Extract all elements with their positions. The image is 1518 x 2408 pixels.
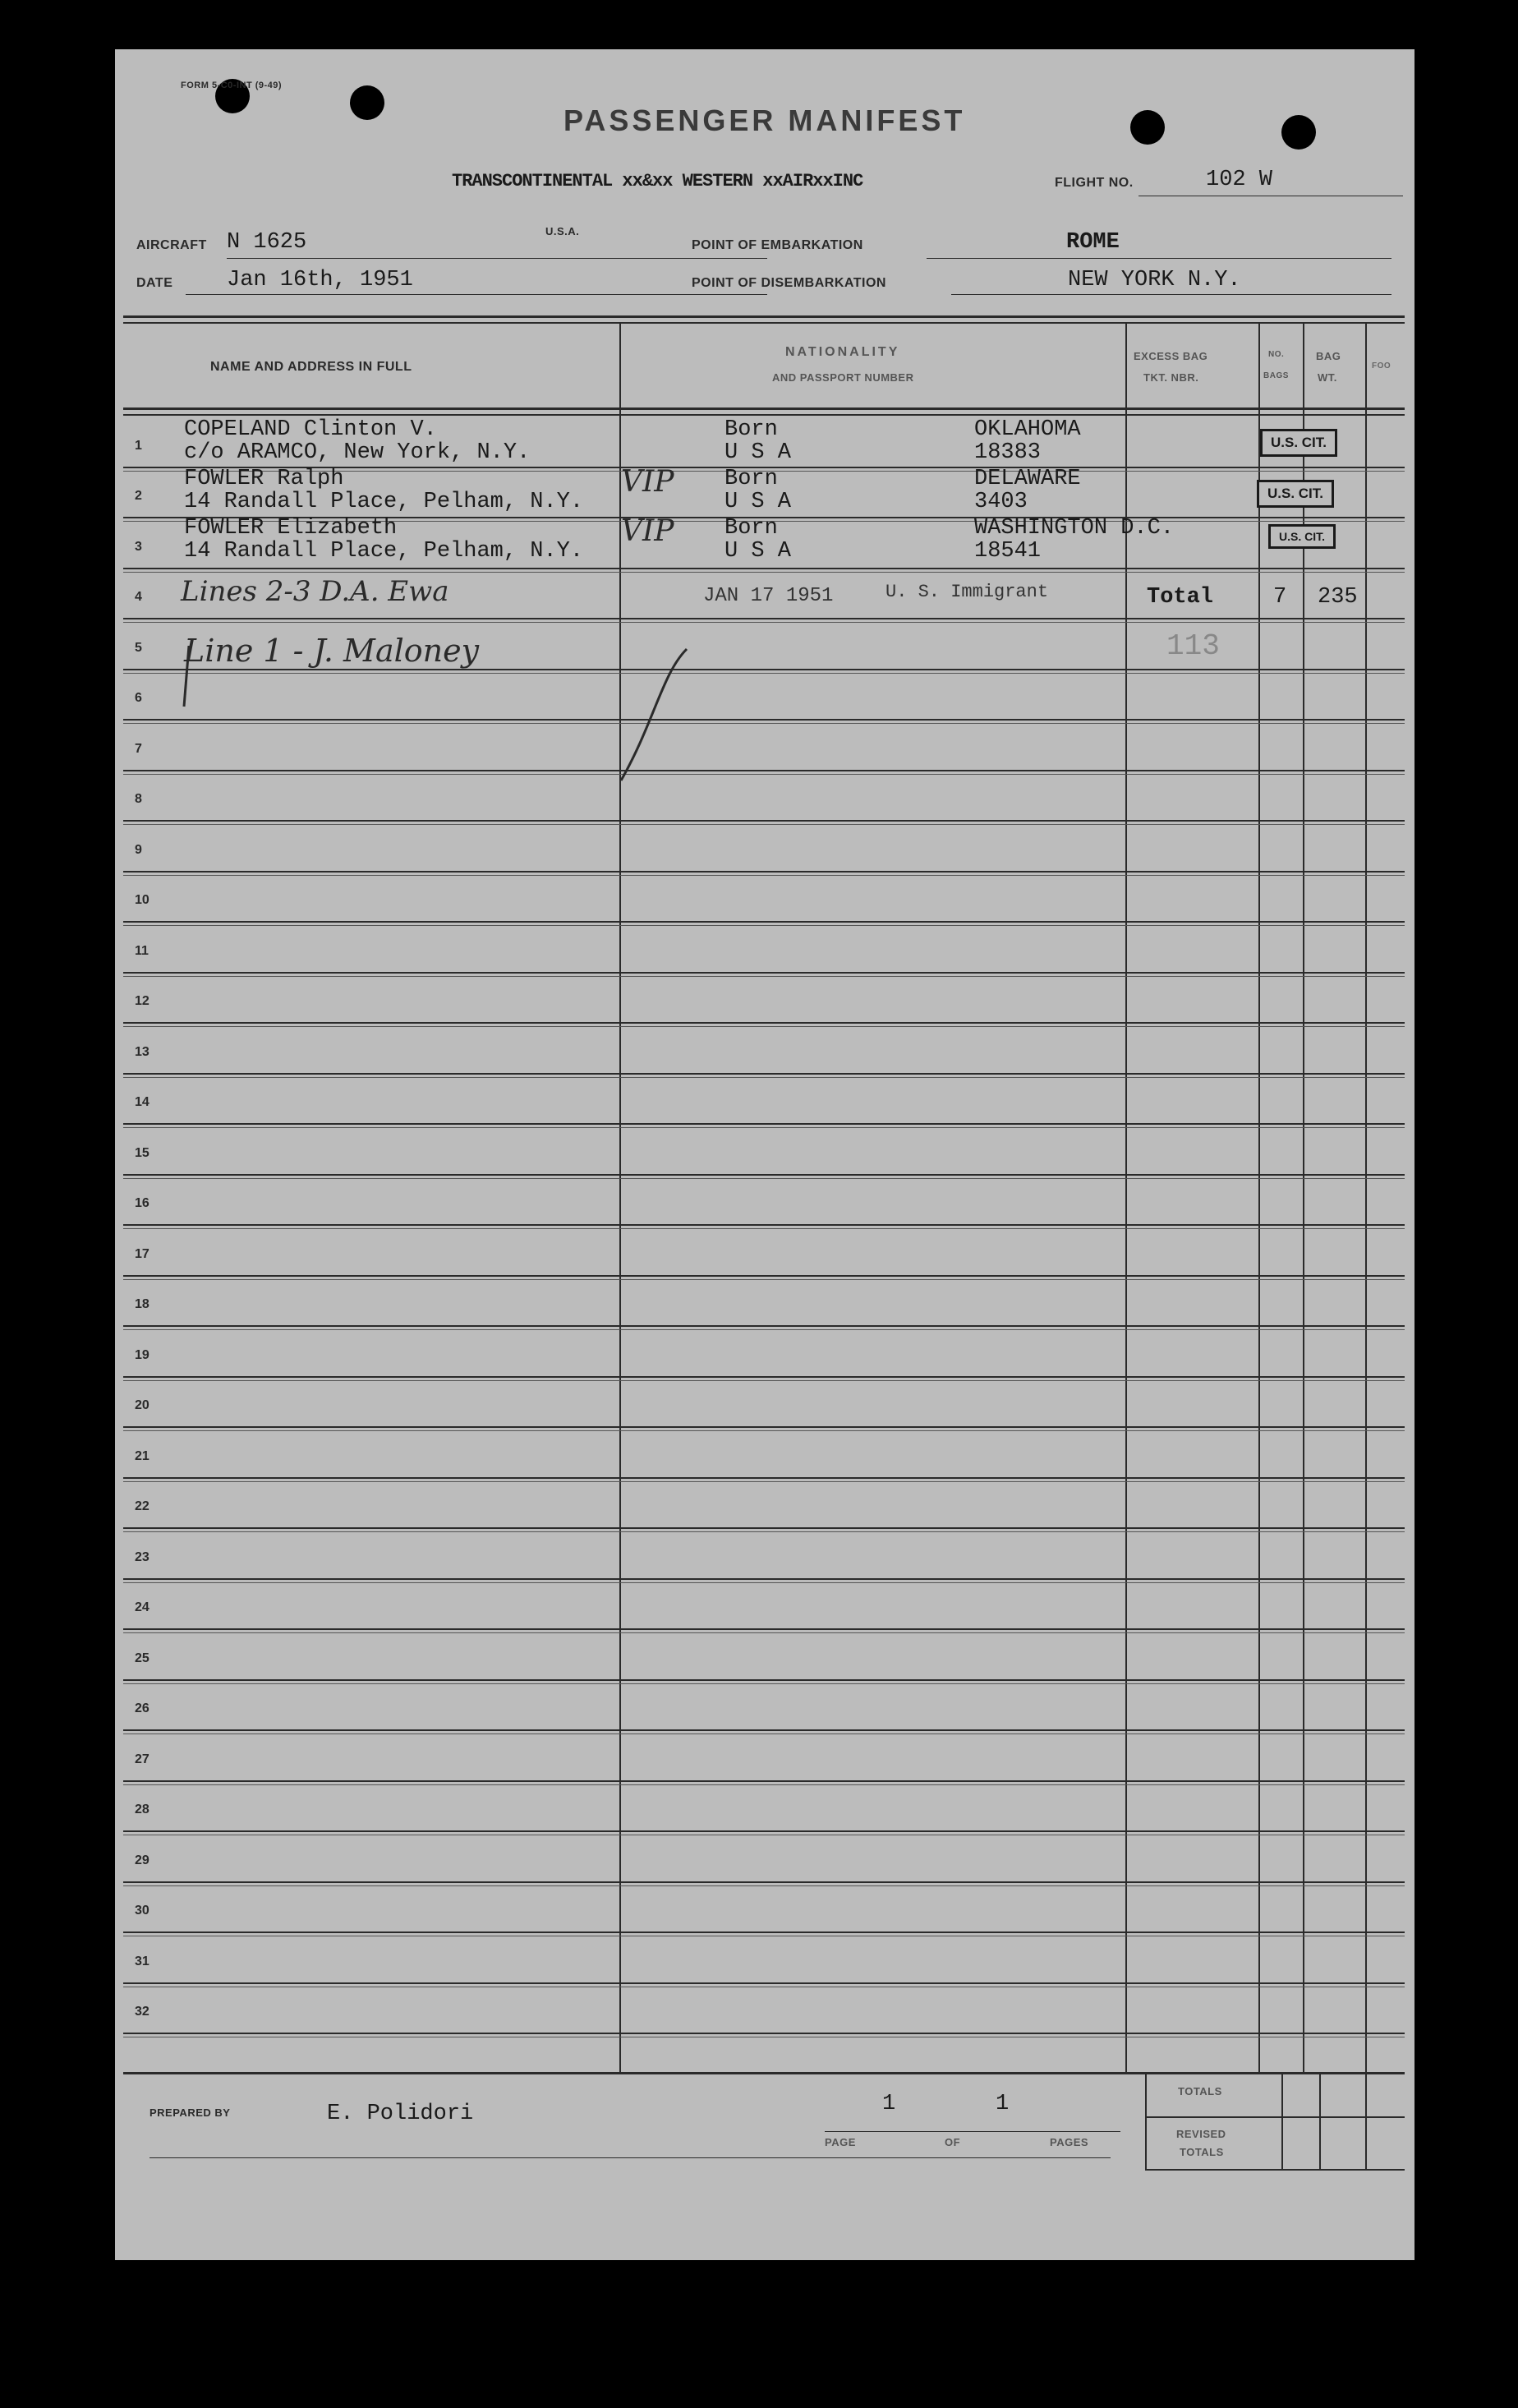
- header-bags-no: NO.: [1268, 350, 1285, 359]
- passenger-3-nat2: U S A: [724, 539, 792, 564]
- revised-label: REVISED: [1176, 2128, 1226, 2140]
- table-row-rule: [123, 1127, 1405, 1128]
- passenger-3-name: FOWLER Elizabeth: [184, 516, 398, 541]
- row-number: 16: [135, 1196, 150, 1210]
- row-number: 17: [135, 1247, 150, 1261]
- flight-no-value: 102 W: [1206, 168, 1273, 192]
- us-citizen-stamp: U.S. CIT.: [1260, 429, 1337, 457]
- table-row: [123, 1123, 1405, 1125]
- row-number: 25: [135, 1651, 150, 1665]
- table-row-rule: [123, 1077, 1405, 1078]
- total-label: Total: [1147, 585, 1214, 610]
- table-row: [123, 1073, 1405, 1075]
- header-excess-tkt: TKT. NBR.: [1143, 371, 1199, 384]
- table-row-rule: [123, 1683, 1405, 1684]
- table-row-rule: [123, 1380, 1405, 1381]
- manifest-sheet: [115, 49, 1414, 2260]
- table-row: [123, 1275, 1405, 1277]
- table-row: [123, 1881, 1405, 1883]
- row-number: 23: [135, 1550, 150, 1564]
- prepared-by-value: E. Polidori: [327, 2102, 474, 2126]
- table-row-rule: [123, 572, 1405, 573]
- passenger-1-state: OKLAHOMA: [974, 417, 1081, 442]
- passenger-2-nat: Born: [724, 467, 778, 491]
- us-citizen-stamp: U.S. CIT.: [1268, 524, 1336, 549]
- immigration-date-stamp: JAN 17 1951: [703, 585, 834, 607]
- punch-hole-icon: [1130, 110, 1165, 145]
- passenger-1-name: COPELAND Clinton V.: [184, 417, 437, 442]
- header-bags: BAGS: [1263, 371, 1289, 380]
- table-row-rule: [123, 824, 1405, 825]
- row-number: 15: [135, 1146, 150, 1160]
- table-row: [123, 1477, 1405, 1479]
- row-number: 30: [135, 1904, 150, 1918]
- passenger-2-address: 14 Randall Place, Pelham, N.Y.: [184, 490, 584, 514]
- table-row: [123, 1022, 1405, 1024]
- header-last: FOO: [1372, 361, 1392, 371]
- passenger-2-nat2: U S A: [724, 490, 792, 514]
- table-row: [123, 1527, 1405, 1529]
- table-row-rule: [123, 1329, 1405, 1330]
- vip-mark: VIP: [621, 465, 674, 499]
- table-row-rule: [123, 1784, 1405, 1785]
- table-header-rule: [123, 407, 1405, 410]
- header-excess-bag: EXCESS BAG: [1134, 350, 1208, 362]
- table-row: [123, 1780, 1405, 1782]
- airline-name: TRANSCONTINENTAL xx&xx WESTERN xxAIRxxINC: [452, 171, 863, 191]
- row-number: 28: [135, 1803, 150, 1816]
- table-row-rule: [123, 1582, 1405, 1583]
- passenger-2-name: FOWLER Ralph: [184, 467, 344, 491]
- page-of: 1: [996, 2092, 1010, 2116]
- row-number: 11: [135, 944, 149, 958]
- row-number: 32: [135, 2005, 150, 2019]
- table-row-rule: [123, 622, 1405, 623]
- table-row-rule: [123, 1885, 1405, 1886]
- totals-label: TOTALS: [1178, 2085, 1222, 2097]
- passenger-2-passport: 3403: [974, 490, 1028, 514]
- table-row: [123, 1830, 1405, 1832]
- header-name: NAME AND ADDRESS IN FULL: [210, 360, 412, 374]
- table-row: [123, 1931, 1405, 1933]
- row-number: 1: [135, 439, 142, 453]
- weight-total: 235: [1318, 585, 1358, 610]
- table-row: [123, 1679, 1405, 1681]
- passenger-3-nat: Born: [724, 516, 778, 541]
- row-number: 10: [135, 893, 150, 907]
- page-label: PAGE: [825, 2136, 856, 2148]
- passenger-2-state: DELAWARE: [974, 467, 1081, 491]
- aircraft-country: U.S.A.: [545, 225, 580, 237]
- passenger-1-nat: Born: [724, 417, 778, 442]
- header-wt: WT.: [1318, 371, 1337, 384]
- pages-label: PAGES: [1050, 2136, 1089, 2148]
- table-row: [123, 1426, 1405, 1428]
- table-row: [123, 1376, 1405, 1378]
- signature-flourish-icon: [605, 624, 703, 789]
- row-number: 12: [135, 994, 150, 1008]
- prepared-by-label: PREPARED BY: [150, 2106, 231, 2119]
- embark-label: POINT OF EMBARKATION: [692, 238, 863, 252]
- aircraft-label: AIRCRAFT: [136, 238, 207, 252]
- table-row: [123, 1729, 1405, 1731]
- table-row: [123, 871, 1405, 872]
- passenger-3-passport: 18541: [974, 539, 1042, 564]
- row-number: 4: [135, 590, 142, 604]
- flight-no-label: FLIGHT NO.: [1055, 176, 1134, 190]
- row-number: 13: [135, 1045, 150, 1059]
- table-row-rule: [123, 1430, 1405, 1431]
- table-row: [123, 1628, 1405, 1630]
- excess-number: 113: [1166, 629, 1220, 663]
- passenger-1-nat2: U S A: [724, 440, 792, 465]
- us-citizen-stamp: U.S. CIT.: [1257, 480, 1334, 508]
- table-row: [123, 770, 1405, 771]
- table-row-rule: [123, 1481, 1405, 1482]
- of-label: OF: [945, 2136, 961, 2148]
- row-number: 21: [135, 1449, 150, 1463]
- table-row: [123, 618, 1405, 619]
- table-row: [123, 669, 1405, 670]
- row-number: 3: [135, 540, 142, 554]
- table-row: [123, 921, 1405, 923]
- handwritten-line-note: Line 1 - J. Maloney: [184, 633, 480, 669]
- immigrant-stamp: U. S. Immigrant: [886, 582, 1049, 602]
- table-row-rule: [123, 1279, 1405, 1280]
- date-label: DATE: [136, 276, 173, 290]
- table-row: [123, 1325, 1405, 1327]
- table-top-rule: [123, 315, 1405, 318]
- table-row-rule: [123, 723, 1405, 724]
- row-number: 26: [135, 1701, 150, 1715]
- table-row-rule: [123, 1632, 1405, 1633]
- table-row: [123, 2033, 1405, 2034]
- handwritten-lines-note: Lines 2-3 D.A. Ewa: [181, 575, 449, 608]
- row-number: 9: [135, 843, 142, 857]
- header-passport: AND PASSPORT NUMBER: [772, 371, 914, 384]
- table-row-rule: [123, 673, 1405, 674]
- page-number: 1: [882, 2092, 896, 2116]
- bags-total: 7: [1273, 585, 1287, 610]
- table-row-rule: [123, 1228, 1405, 1229]
- revised-totals-label: TOTALS: [1180, 2146, 1224, 2158]
- passenger-1-address: c/o ARAMCO, New York, N.Y.: [184, 440, 531, 465]
- row-number: 19: [135, 1348, 150, 1362]
- table-row-rule: [123, 1733, 1405, 1734]
- disembark-label: POINT OF DISEMBARKATION: [692, 276, 886, 290]
- aircraft-value: N 1625: [227, 230, 307, 255]
- row-number: 18: [135, 1297, 150, 1311]
- row-number: 5: [135, 641, 142, 655]
- embark-value: ROME: [1066, 230, 1120, 255]
- table-row: [123, 1982, 1405, 1984]
- bracket-line-icon: [181, 646, 214, 711]
- table-row-rule: [123, 1531, 1405, 1532]
- row-number: 2: [135, 489, 142, 503]
- passenger-1-passport: 18383: [974, 440, 1042, 465]
- vip-mark: VIP: [621, 514, 674, 548]
- row-number: 8: [135, 792, 142, 806]
- punch-hole-icon: [350, 85, 384, 120]
- header-bag-wt: BAG: [1316, 350, 1341, 362]
- table-row-rule: [123, 976, 1405, 977]
- table-row: [123, 972, 1405, 974]
- table-row: [123, 1224, 1405, 1226]
- page-title: PASSENGER MANIFEST: [564, 104, 966, 137]
- table-row-rule: [123, 1178, 1405, 1179]
- row-number: 14: [135, 1095, 150, 1109]
- date-value: Jan 16th, 1951: [227, 268, 413, 292]
- row-number: 20: [135, 1398, 150, 1412]
- row-number: 6: [135, 691, 142, 705]
- table-row: [123, 1174, 1405, 1176]
- row-number: 29: [135, 1853, 150, 1867]
- passenger-3-state: WASHINGTON D.C.: [974, 516, 1175, 541]
- table-row: [123, 1578, 1405, 1580]
- punch-hole-icon: [1281, 115, 1316, 150]
- passenger-3-address: 14 Randall Place, Pelham, N.Y.: [184, 539, 584, 564]
- row-number: 22: [135, 1499, 150, 1513]
- row-number: 27: [135, 1752, 150, 1766]
- table-row: [123, 568, 1405, 569]
- form-number: FORM 5-C0-INT (9-49): [181, 81, 283, 90]
- row-number: 24: [135, 1600, 150, 1614]
- table-row-rule: [123, 875, 1405, 876]
- row-number: 31: [135, 1954, 150, 1968]
- header-nationality: NATIONALITY: [785, 345, 900, 359]
- disembark-value: NEW YORK N.Y.: [1068, 268, 1241, 292]
- table-row: [123, 719, 1405, 721]
- table-row-rule: [123, 774, 1405, 775]
- table-row: [123, 820, 1405, 822]
- table-row-rule: [123, 925, 1405, 926]
- table-row-rule: [123, 1026, 1405, 1027]
- row-number: 7: [135, 742, 142, 756]
